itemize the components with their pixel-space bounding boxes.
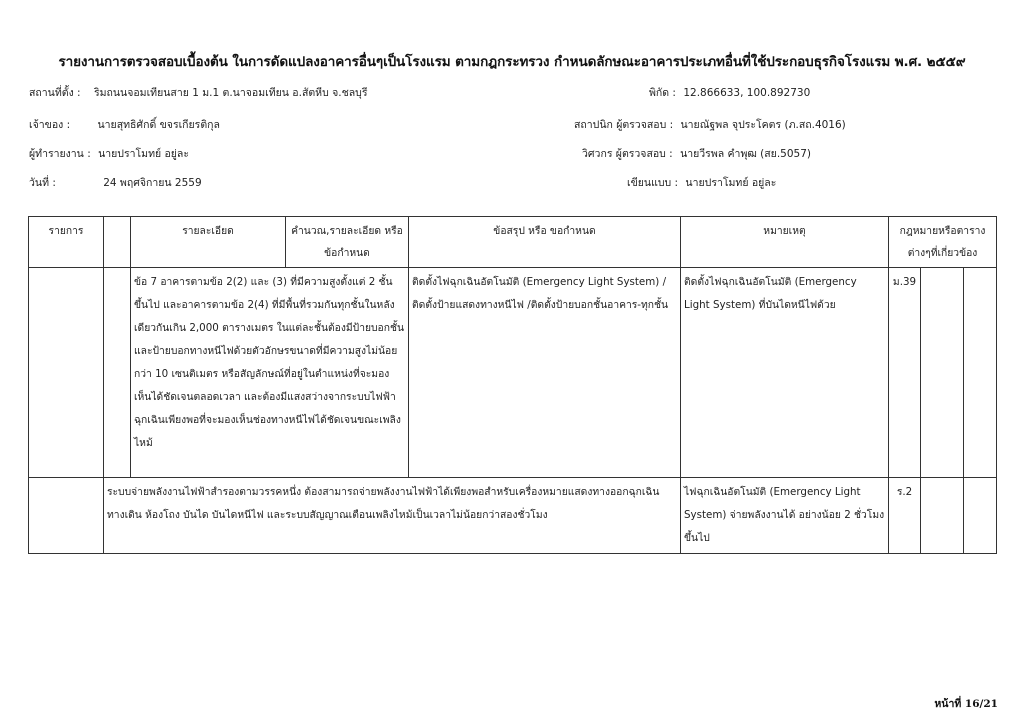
architect-value: นายณัฐพล จุประโคตร (ภ.สถ.4016) <box>680 119 846 131</box>
coordinates-label: พิกัด : <box>649 87 676 99</box>
owner-line <box>29 116 220 133</box>
row1-summary: ติดตั้งไฟฉุกเฉินอัตโนมัติ (Emergency Light System) / ติดตั้งป้ายแสดงทางหนีไฟ /ติดตั้งป้ายบอกชั้นอาคาร-ทุกชั้น <box>409 268 681 478</box>
row1-detail: ข้อ 7 อาคารตามข้อ 2(2) และ (3) ที่มีความสูงตั้งแต่ 2 ชั้นขึ้นไป และอาคารตามข้อ 2(4) ที่มีพื้นที่รวมกันทุกชั้นในหลังเดียวกันเกิน 2,000 ตารางเมตร ในแต่ละชั้นต้องมีป้ายบอกชั้นและป้ายบอกทางหนีไฟด้วยตัวอักษรขนาดที่มีความสูงไม่น้อยกว่า 10 เซนติเมตร หรือสัญลักษณ์ที่อยู่ในตำแหน่งที่จะมองเห็นได้ชัดเจนตลอดเวลา และต้องมีแสงสว่างจากระบบไฟฟ้าฉุกเฉินเพียงพอที่จะมองเห็นช่องทางหนีไฟได้ชัดเจนขณะเพลิงไหม้ <box>131 268 409 478</box>
row1-extra-cell-1 <box>921 268 964 478</box>
row2-extra-cell-2 <box>964 478 997 554</box>
header-law: กฎหมายหรือตาราง ต่างๆที่เกี่ยวข้อง <box>889 217 997 268</box>
owner-label: เจ้าของ : <box>29 119 71 131</box>
report-title: รายงานการตรวจสอบเบื้องต้น ในการดัดแปลงอาคารอื่นๆเป็นโรงแรม ตามกฎกระทรวง กำหนดลักษณะอาคารประเภทอื่นที่ใช้ประกอบธุรกิจโรงแรม พ.ศ. ๒๕๕๙ <box>58 54 966 70</box>
row2-item-cell <box>29 478 104 554</box>
coordinates-value: 12.866633, 100.892730 <box>683 87 811 99</box>
table-row <box>29 268 997 478</box>
owner-value: นายสุทธิศักดิ์ ขจรเกียรติกุล <box>97 119 220 131</box>
inspection-table <box>28 216 997 554</box>
drafter-label: เขียนแบบ : <box>627 177 679 189</box>
table-row <box>29 478 997 554</box>
row1-extra-cell-2 <box>964 268 997 478</box>
row2-detail: ระบบจ่ายพลังงานไฟฟ้าสำรองตามวรรคหนึ่ง ต้องสามารถจ่ายพลังงานไฟฟ้าได้เพียงพอสำหรับเครื่องหมายแสดงทางออกฉุกเฉิน ทางเดิน ห้องโถง บันได บันไดหนีไฟ และระบบสัญญาณเตือนเพลิงไหม้เป็นเวลาไม่น้อยกว่าสองชั่วโมง <box>104 478 681 554</box>
header-detail: รายละเอียด <box>131 217 286 268</box>
header-remark: หมายเหตุ <box>681 217 889 268</box>
coordinates-line <box>649 84 810 101</box>
engineer-label: วิศวกร ผู้ตรวจสอบ : <box>582 148 673 160</box>
header-blank <box>104 217 131 268</box>
row1-blank-cell <box>104 268 131 478</box>
drafter-line <box>627 174 776 191</box>
location-label: สถานที่ตั้ง : <box>29 87 81 99</box>
page-number: หน้าที่ 16/21 <box>934 698 998 710</box>
location-value: ริมถนนจอมเทียนสาย 1 ม.1 ต.นาจอมเทียน อ.สัตหีบ จ.ชลบุรี <box>93 87 368 99</box>
reporter-label: ผู้ทำรายงาน : <box>29 148 91 160</box>
header-summary: ข้อสรุป หรือ ขอกำหนด <box>409 217 681 268</box>
row1-law: ม.39 <box>889 268 921 478</box>
engineer-line <box>582 145 811 162</box>
row2-extra-cell-1 <box>921 478 964 554</box>
row1-remark: ติดตั้งไฟฉุกเฉินอัตโนมัติ (Emergency Light System) ที่บันไดหนีไฟด้วย <box>681 268 889 478</box>
table-header-row <box>29 217 997 268</box>
reporter-value: นายปราโมทย์ อยู่ละ <box>98 148 190 160</box>
architect-line <box>574 116 846 133</box>
engineer-value: นายวีรพล คำพุฒ (สย.5057) <box>680 148 811 160</box>
drafter-value: นายปราโมทย์ อยู่ละ <box>685 177 777 189</box>
row1-item-cell <box>29 268 104 478</box>
row2-remark: ไฟฉุกเฉินอัตโนมัติ (Emergency Light System) จ่ายพลังงานได้ อย่างน้อย 2 ชั่วโมงขึ้นไป <box>681 478 889 554</box>
architect-label: สถาปนิก ผู้ตรวจสอบ : <box>574 119 674 131</box>
reporter-line <box>29 145 189 162</box>
date-line <box>29 174 202 191</box>
location-line <box>29 84 367 101</box>
header-calc: คำนวณ,รายละเอียด หรือ ข้อกำหนด <box>286 217 409 268</box>
date-label: วันที่ : <box>29 177 56 189</box>
date-value: 24 พฤศจิกายน 2559 <box>103 177 202 189</box>
row2-law: ร.2 <box>889 478 921 554</box>
header-item: รายการ <box>29 217 104 268</box>
